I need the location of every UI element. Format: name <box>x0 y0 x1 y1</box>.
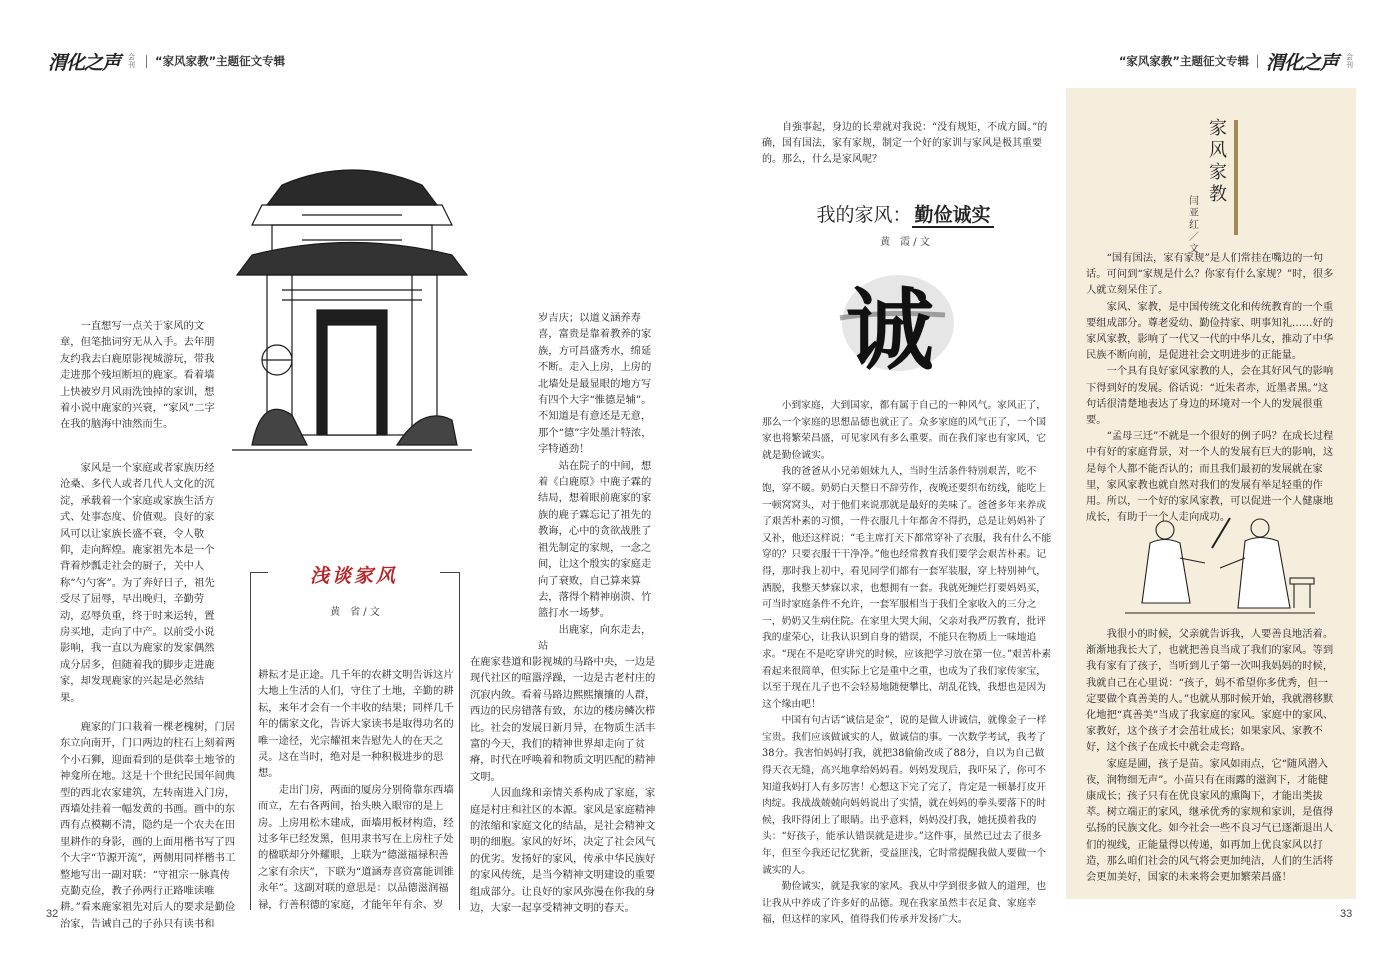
story-title: 浅谈家风 <box>268 561 440 588</box>
header-divider <box>146 55 147 68</box>
sidebar-vertical-author: 闫亚红／文 <box>1189 196 1199 255</box>
magazine-logo: 渭化之声 <box>1265 51 1338 74</box>
paragraph: 站在院子的中间，想着《白鹿原》中鹿子霖的结局，想着眼前鹿家的家族的鹿子霖忘记了祖先的教诲，心中的贪欲战胜了祖先制定的家规，一念之间，让这个殷实的家庭走向了衰败，自己算来算去，落得个精神崩溃、竹篮打水一场梦。 <box>538 459 652 620</box>
special-issue-title: “家风家教”主题征文专辑 <box>1118 54 1249 68</box>
left-article-column-1a <box>60 318 218 433</box>
article-author: 黄 霞 / 文 <box>880 237 930 248</box>
sidebar-vertical-title: 家风家教 <box>1209 118 1227 205</box>
paragraph: 岁吉庆；以道义涵养寿喜，富贵是靠着教养的家族，方可昌盛秀水，绵延不断。走入上房，上房的北墙处是最显眼的地方写有四个大字“惟德是辅”。不知道是有意还是无意，那个“德”字处墨汁特浓，字特遒劲！ <box>538 312 652 456</box>
temple-gate-illustration <box>222 145 482 465</box>
paragraph: 家风是一个家庭或者家族历经沧桑、多代人或者几代人文化的沉淀，承载着一个家庭或家族生活方式、处事态度、价值观。良好的家风可以让家族长盛不衰，令人敬仰，走向辉煌。鹿家祖先本是一个背着炒瓢走社会的厨子，关中人称“勺勺客”。为了奔好日子，祖先受尽了屈辱，早出晚归，辛勤劳动，忍辱负重，终于时来运转，置房买地，走向了中产。以前受小说影响，我一直以为鹿家的发家偶然成分居多，但随着我的脚步走进鹿家，却发现鹿家的兴起是必然结果。 <box>60 462 215 704</box>
paragraph: 我很小的时候，父亲就告诉我，人要善良地活着。渐渐地我长大了，也就把善良当成了我们的家风。等到我有家有了孩子，当听到儿子第一次叫我妈妈的时候，我就自己在心里说：“孩子，妈不希望你多优秀，但一定要做个真善美的人。”也就从那时候开始，我就潜移默化地把“真善美”当成了我家庭的家风。家庭中的家风、家教好，这个孩子才会茁壮成长；如果家风、家教不好，这个孩子在成长中就会走弯路。 <box>1086 628 1334 754</box>
paragraph: 一直想写一点关于家风的文章，但笔拙词穷无从入手。去年朋友约我去白鹿原影视城游玩，带我走进那个残垣断垣的鹿家。看着墙上快被岁月风雨洗蚀掉的家训，想着小说中鹿家的兴衰，“家风”二字在我的脑海中油然而生。 <box>60 320 215 431</box>
paragraph: 我的爸爸从小兄弟姐妹九人，当时生活条件特别艰苦，吃不饱，穿不暖。奶奶白天整日不辞劳作，夜晚还要织布纺线，能吃上一顿窝窝头，对于他们来说那就是最好的美味了。爸爸多年来养成了艰苦朴素的习惯，一件衣服几十年都舍不得扔，总是让妈妈补了又补，他还这样说：“毛主席打天下都常穿补了衣服，我有什么不能穿的？只要衣服干干净净。”他也经常教育我们要学会艰苦朴素。记得，那时我上初中，看见同学们都有一套军装服，穿上特别神气，洒脱，我整天梦寐以求，也想拥有一套。我就死缠烂打要妈妈买，可当时家庭条件不允许，一套军服相当于我们全家收入的三分之一，奶奶又生病住院。在家里大哭大闹，父亲对我严厉教育，批评我的虚荣心，让我认识到自身的错误，不能只在物质上一味地追求。“现在不是吃穿讲究的时候，应该把学习放在第一位。”艰苦朴素看起来很简单，但实际上它是重中之重，也成为了我们家传家宝，以至于现在儿子也不会轻易地随便攀比、胡乱花钱，我想也是因为这个缘由吧！ <box>762 466 1052 710</box>
right-page-header <box>1119 50 1356 72</box>
paragraph: 自強事起，身边的长辈就对我说：“没有规矩，不成方圆。”的确，国有国法，家有家规，制定一个好的家训与家风是极其重要的。那么，什么是家风呢？ <box>762 122 1048 165</box>
magazine-issue-label: 会刊 <box>1346 53 1353 69</box>
article-title-highlight: 勤俭诚实 <box>912 204 994 228</box>
paragraph: 家庭是圃，孩子是苗。家风如雨点，它“随风潜入夜，润物细无声”。小苗只有在雨露的滋润下，才能健康成长；孩子只有在优良家风的熏陶下，才能出类拔萃。树立端正的家风，继承优秀的家规和家训，是值得弘扬的民族文化。如今社会一些不良习气已逐渐退出人们的视线，正能量得以传递，如再加上优良家风以打造，那么咱们社会的风气将会更加纯洁，人们的生活将会更加美好，国家的未来将会更加繁荣昌盛！ <box>1086 757 1334 884</box>
right-article-intro <box>762 120 1052 168</box>
sidebar-text-top <box>1086 250 1334 525</box>
paragraph: 走出门房，两面的厦房分别倚靠东西墙而立，左右各两间，抬头映入眼帘的是上房。上房用松木建成，面墙用板材构造，经过多年已经发黑，但用隶书写在上房柱子处的楹联却分外耀眼，上联为“德滋福禄积善之家有余庆”，下联为“道涵寿喜资富能训锥永年”。这副对联的意思是：以品德滋润福禄，行善积德的家庭，才能年年有余、岁 <box>258 783 454 911</box>
paragraph: 出鹿家，向东走去，站 <box>538 623 652 653</box>
paragraph: 人因血缘和亲情关系构成了家庭，家庭是村庄和社区的本源。家风是家庭精神的浓缩和家庭文化的结晶，是社会精神文明的细胞。家风的好坏，决定了社会风气的优劣。发扬好的家风，传承中华民族好的家风传统，是当今精神文明建设的重要组成部分。让良好的家风弥漫在你我的身边，大家一起享受精神文明的春天。 <box>470 787 656 915</box>
scholars-illustration <box>1120 508 1320 620</box>
paragraph: 中国有句古话“诚信是金”，说的是做人讲诚信，就像金子一样宝贵。我们应该做诚实的人，做诚信的事。一次数学考试，我考了38分。我害怕妈妈打我，就把38偷偷改成了88分，自以为自己做得天衣无缝，高兴地拿给妈妈看。妈妈发现后，我吓呆了，你可不知道我妈打人有多厉害！心想这下完了完了，肯定是一顿暴打皮开肉绽。我战战兢兢向妈妈说出了实情，就在妈妈的拳头要落下的时候，我吓得闭上了眼睛。出乎意料，妈妈没打我，她抚摸着我的头：“好孩子，能承认错误就是进步。”这件事，虽然已过去了很多年，但至今我还记忆犹新，受益匪浅，它时常提醒我做人要做一个诚实的人。 <box>762 715 1047 876</box>
sidebar-title-bar <box>1234 120 1238 235</box>
right-article-body <box>762 398 1054 929</box>
paragraph: 一个具有良好家风家教的人，会在其好风气的影响下得到好的发展。俗话说：“近朱者赤，近墨者黑。”这句话很清楚地表达了身边的环境对一个人的发展很重要。 <box>1086 365 1334 427</box>
left-article-column-1c <box>60 719 238 932</box>
left-article-column-3-bottom <box>470 654 656 917</box>
paragraph: 勤俭诚实，就是我家的家风。我从中学到很多做人的道理，也让我从中养成了许多好的品德。现在我家虽然丰衣足食、家庭幸福，但这样的家风，值得我们传承并发扬广大。 <box>762 881 1047 926</box>
calligraphy-character: 诚 <box>845 278 935 382</box>
left-article-column-3-top <box>538 310 658 655</box>
special-issue-title: “家风家教”主题征文专辑 <box>155 54 286 68</box>
paragraph: 在鹿家巷道和影视城的马路中央，一边是现代社区的喧嚣浮躁，一边是古老村庄的沉寂内敛。看着马路边熙熙攘攘的人群，西边的民房错落有致，东边的楼房鳞次栉比。社会的发展日新月异，在物质生活丰富的今天，我们的精神世界却走向了贫瘠，时代在呼唤着和物质文明匹配的精神文明。 <box>470 656 656 783</box>
magazine-logo: 渭化之声 <box>48 51 121 74</box>
page-number-right: 33 <box>1340 908 1353 920</box>
article-title <box>760 200 1050 227</box>
paragraph: “国有国法，家有家规”是人们常挂在嘴边的一句话。可问到“家规是什么？你家有什么家规？”时，很多人就立刻呆住了。 <box>1086 252 1334 297</box>
article-title-prefix: 我的家风： <box>816 204 912 226</box>
page-number-left: 32 <box>46 908 59 920</box>
left-article-column-1b <box>60 460 218 706</box>
sidebar-text-bottom <box>1086 626 1334 885</box>
left-page-header <box>48 50 285 72</box>
magazine-issue-label: 会刊 <box>128 53 136 69</box>
paragraph: 耕耘才是正途。几千年的农耕文明告诉这片大地上生活的人们，守住了土地，辛勤的耕耘，来年才会有一个丰收的结果；同样几千年的儒家文化，告诉大家读书是取得功名的唯一途径，光宗耀祖来告慰先人的在天之灵。这在当时，绝对是一种积极进步的思想。 <box>258 669 454 780</box>
header-divider <box>1257 55 1258 68</box>
calligraphy-illustration <box>820 263 960 383</box>
left-article-column-2 <box>258 667 458 913</box>
paragraph: “孟母三迁”不就是一个很好的例子吗？在成长过程中有好的家庭背景，对一个人的发展有巨大的影响，这是每个人都不能否认的；而且我们最初的发展就在家里，家风家教也就自然对我们的发展有举足轻重的作用。所以，一个好的家风家教，可以促进一个人健康地成长，有助于一个人走向成功。 <box>1086 430 1334 524</box>
paragraph: 小到家庭，大到国家，都有属于自己的一种风气。家风正了，那么一个家庭的思想品德也就正了。众多家庭的风气正了，一个国家也将繁荣昌盛，可见家风有多么重要。而在我们家也有家风，它就是勤俭诚实。 <box>762 400 1047 461</box>
story-author: 黄 省 / 文 <box>330 607 380 618</box>
paragraph: 鹿家的门口栽着一棵老槐树，门居东立向南开，门口两边的柱石上刻着两个小石狮，迎面看到的是供奉土地爷的神龛所在地。这是十个世纪民国年间典型的西北农家建筑，左转南进入门房，西墙处挂着一幅发黄的书画。画中的东西有点模糊不清，隐约是一个农夫在田里耕作的身影，画的上面用楷书写了四个大字“节源开流”，两侧用同样楷书工整地写出一副对联：“守祖宗一脉真传克勤克俭，教子孙两行正路唯读唯耕。”看来鹿家祖先对后人的要求是勤俭治家，告诫自己的子孙只有读书和 <box>60 721 236 930</box>
paragraph: 家风、家教，是中国传统文化和传统教育的一个重要组成部分。尊老爱幼、勤俭持家、明事知礼……好的家风家教，影响了一代又一代的中华儿女，推动了中华民族不断向前，是促进社会文明进步的正能量。 <box>1086 300 1334 362</box>
